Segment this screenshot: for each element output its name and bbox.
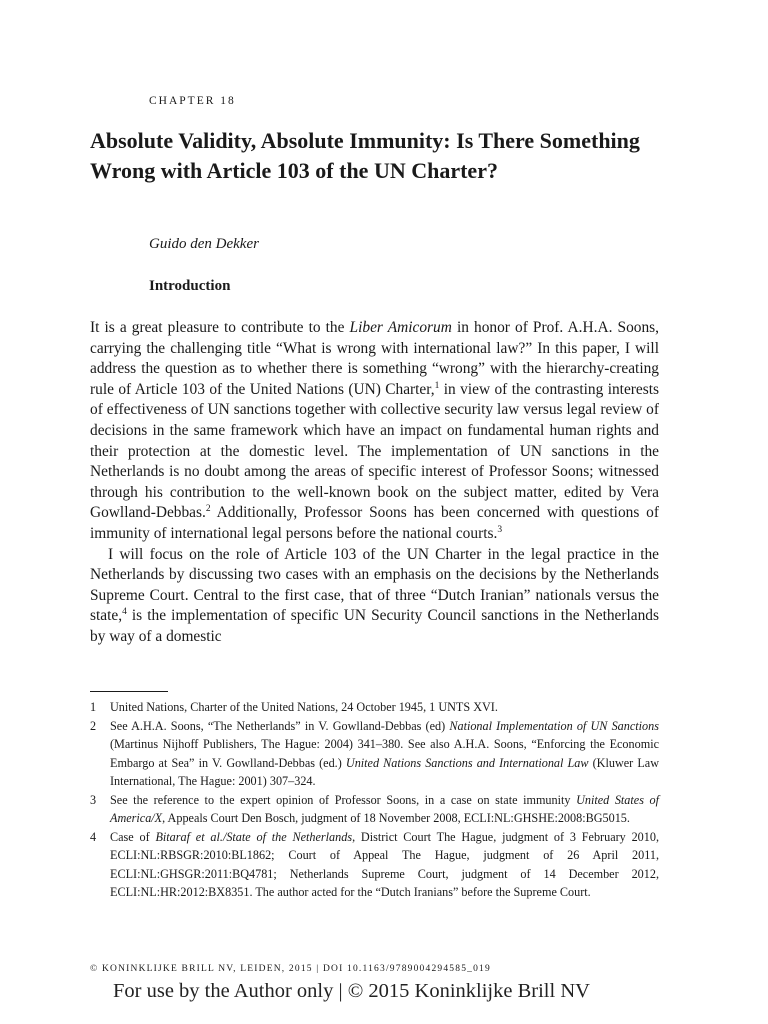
footnotes <box>90 698 659 902</box>
footnote-2 <box>90 717 659 791</box>
footnote-ref-4[interactable]: 4 <box>122 607 127 618</box>
footnote-number: 2 <box>90 718 97 733</box>
footnote-rule <box>90 691 168 692</box>
footnote-text: United Nations, Charter of the United Nations, 24 October 1945, 1 UNTS XVI. <box>110 700 498 714</box>
section-heading: Introduction <box>149 278 231 294</box>
footer-watermark: For use by the Author only | © 2015 Koninklijke Brill NV <box>113 980 590 1002</box>
footnote-4 <box>90 828 659 902</box>
footnote-text: See the reference to the expert opinion of Professor Soons, in a case on state immunity United States of America/X, Appeals Court Den Bosch, judgment of 18 November 2008, ECLI:NL:GHSHE:2008:BG5015. <box>110 792 659 825</box>
footnote-1 <box>90 698 659 717</box>
footnote-text: Case of Bitaraf et al./State of the Netherlands, District Court The Hague, judgment of 3 February 2010, ECLI:NL:RBSGR:2010:BL1862; Court of Appeal The Hague, judgment of 26 April 2011, ECLI:NL:GHSGR:2011:BQ4781; Netherlands Supreme Court, judgment of 14 December 2012, ECLI:NL:HR:2012:BX8351. The author acted for the “Dutch Iranians” before the Supreme Court. <box>110 829 660 899</box>
footnote-ref-3[interactable]: 3 <box>497 524 503 535</box>
chapter-label: CHAPTER 18 <box>149 95 236 107</box>
footnote-3 <box>90 791 659 828</box>
footnote-number: 3 <box>90 792 97 807</box>
paragraph-1: It is a great pleasure to contribute to the Liber Amicorum in honor of Prof. A.H.A. Soons, carrying the challenging title “What is wrong with international law?” In this paper, I will address the question as to whether there is something “wrong” with the hierarchy-creating rule of Article 103 of the United Nations (UN) Charter,$^1$ in view of the contrasting interests of effectiveness of UN sanctions together with collective security law versus legal review of decisions in the same framework which have an impact on fundamental human rights and their protection at the domestic level. The implementation of UN sanctions in the Netherlands is no doubt among the areas of specific interest of Professor Soons; witnessed through his contribution to the well-known book on the subject matter, edited by Vera Gowlland-Debbas.$^2$ Additionally, Professor Soons has been concerned with questions of immunity of international legal persons before the national courts.$^3$ <box>90 319 659 542</box>
footnote-ref-2[interactable]: 2 <box>205 504 211 515</box>
author-name: Guido den Dekker <box>149 236 259 252</box>
footnote-text: See A.H.A. Soons, “The Netherlands” in V. Gowlland-Debbas (ed) National Implementation of UN Sanctions (Martinus Nijhoff Publishers, The Hague: 2004) 341–380. See also A.H.A. Soons, “Enforcing the Economic Embargo at Sea” in V. Gowlland-Debbas (ed.) United Nations Sanctions and International Law (Kluwer Law International, The Hague: 2001) 307–324. <box>110 718 659 788</box>
footnote-number: 1 <box>90 700 97 714</box>
chapter-title: Absolute Validity, Absolute Immunity: Is There Something Wrong with Article 103 of the UN Charter? <box>90 128 640 183</box>
paragraph-2: I will focus on the role of Article 103 of the UN Charter in the legal practice in the Netherlands by discussing two cases with an emphasis on the decisions by the Netherlands Supreme Court. Central to the first case, that of three “Dutch Iranian” nationals versus the state,$^4$ is the implementation of specific UN Security Council sanctions in the Netherlands by way of a domestic <box>90 545 659 645</box>
body-text <box>90 318 659 648</box>
footnote-ref-1[interactable]: 1 <box>434 380 440 391</box>
footnote-number: 4 <box>90 829 97 844</box>
publisher-imprint: © KONINKLIJKE BRILL NV, LEIDEN, 2015 | DOI 10.1163/9789004294585_019 <box>90 964 491 974</box>
